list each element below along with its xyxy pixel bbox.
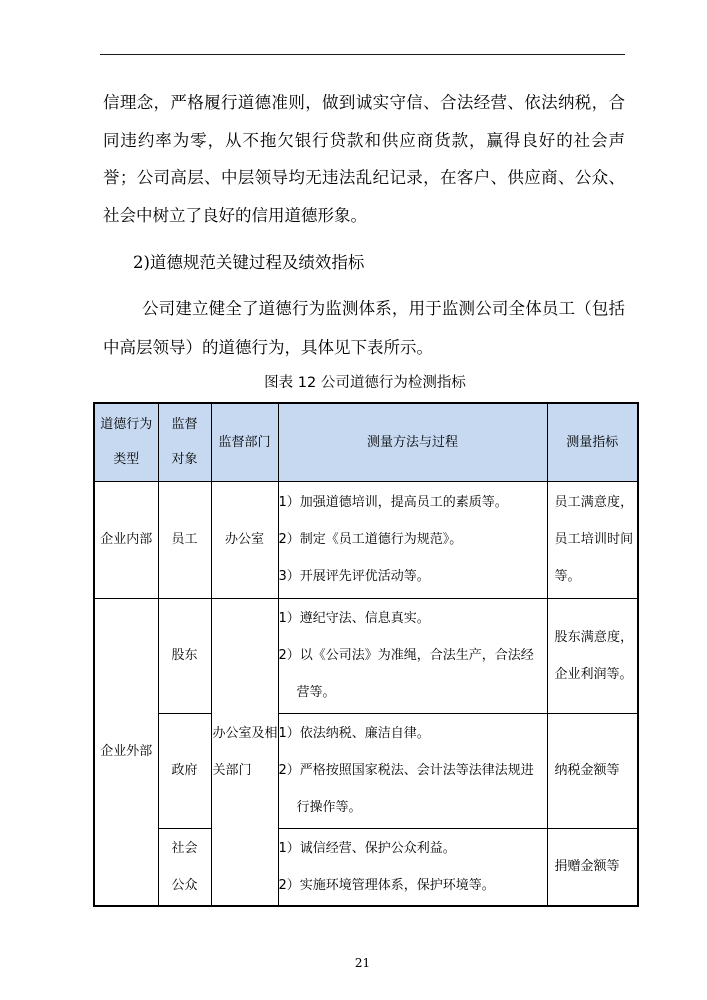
page-number: 21 — [354, 956, 371, 970]
cell-supervised-object — [158, 713, 211, 828]
cell-indicator — [547, 481, 638, 598]
cell-supervised-object — [158, 828, 211, 906]
cell-text: 股东 — [171, 648, 198, 663]
method-item — [279, 715, 547, 752]
paragraph-line: 同违约率为零，从不拖欠银行贷款和供应商货款，赢得良好的社会声 — [103, 130, 625, 150]
cell-text: 政府 — [171, 763, 198, 778]
method-line: 1）遵纪守法、信息真实。 — [278, 611, 430, 626]
cell-indicator — [547, 828, 638, 906]
cell-methods — [278, 598, 547, 713]
method-line: 2）实施环境管理体系，保护环境等。 — [278, 877, 495, 893]
method-line: 1）依法纳税、廉洁自律。 — [278, 726, 430, 741]
paragraph-line: 公司建立健全了道德行为监测体系，用于监测公司全体员工（包括 — [142, 299, 625, 318]
table-header-row — [94, 403, 638, 481]
paragraph-monitoring-system — [103, 289, 625, 367]
method-item — [279, 830, 547, 867]
header-label: 测量方法与过程 — [366, 434, 458, 450]
method-line: 3）开展评先评优活动等。 — [278, 569, 430, 584]
cell-text: 捐赠金额等 — [554, 859, 620, 875]
section-heading: 2)道德规范关键过程及绩效指标 — [133, 253, 365, 272]
header-rule — [100, 54, 625, 55]
cell-text: 纳税金额等 — [554, 763, 620, 778]
cell-indicator — [547, 713, 638, 828]
cell-text: 社会公众 — [171, 840, 198, 893]
header-label: 监督部门 — [218, 434, 271, 450]
method-item — [279, 484, 547, 521]
cell-supervised-object — [158, 481, 211, 598]
table-row — [94, 828, 638, 906]
method-item — [279, 867, 547, 904]
method-line: 2）严格按照国家税法、会计法等法律法规进 — [278, 763, 534, 778]
method-item — [279, 637, 547, 711]
cell-text: 办公室及相关部门 — [212, 725, 278, 778]
table-row — [94, 598, 638, 713]
cell-supervising-department — [211, 598, 278, 906]
paragraph-line: 信理念，严格履行道德准则，做到诚实守信、合法经营、依法纳税，合 — [103, 93, 625, 112]
header-supervising-department — [211, 403, 278, 481]
cell-text: 股东满意度，企业利润等。 — [554, 629, 634, 682]
header-label: 道德行为类型 — [100, 417, 153, 468]
table-caption: 图表 12 公司道德行为检测指标 — [264, 375, 466, 391]
header-conduct-type — [94, 403, 158, 481]
method-line: 1）诚信经营、保护公众利益。 — [278, 840, 456, 856]
method-line: 1）加强道德培训，提高员工的素质等。 — [278, 495, 508, 510]
header-label: 监督对象 — [171, 417, 198, 468]
cell-text: 员工满意度，员工培训时间等。 — [554, 495, 634, 584]
method-item — [279, 558, 547, 595]
cell-supervised-object — [158, 598, 211, 713]
cell-text: 企业外部 — [100, 744, 153, 760]
cell-text: 员工 — [171, 532, 198, 547]
cell-conduct-type — [94, 481, 158, 598]
header-supervised-object — [158, 403, 211, 481]
cell-conduct-type — [94, 598, 158, 906]
header-indicator — [547, 403, 638, 481]
header-label: 测量指标 — [566, 434, 619, 450]
method-item — [279, 600, 547, 637]
table-row — [94, 481, 638, 598]
cell-methods — [278, 828, 547, 906]
paragraph-credit-ethics — [103, 84, 625, 235]
table-row — [94, 713, 638, 828]
cell-indicator — [547, 598, 638, 713]
cell-text: 办公室 — [224, 532, 264, 547]
cell-text: 企业内部 — [100, 532, 153, 547]
ethics-indicator-table — [93, 402, 639, 907]
cell-methods — [278, 481, 547, 598]
method-line: 营等。 — [296, 685, 336, 700]
cell-supervising-department — [211, 481, 278, 598]
method-line: 行操作等。 — [296, 800, 362, 815]
method-item — [279, 521, 547, 558]
paragraph-line: 中高层领导）的道德行为，具体见下表所示。 — [103, 338, 433, 357]
cell-methods — [278, 713, 547, 828]
paragraph-line: 社会中树立了良好的信用道德形象。 — [103, 206, 367, 226]
method-line: 2）制定《员工道德行为规范》。 — [278, 532, 463, 547]
method-line: 2）以《公司法》为准绳，合法生产，合法经 — [278, 648, 534, 663]
header-method-process — [278, 403, 547, 481]
paragraph-line: 誉；公司高层、中层领导均无违法乱纪记录，在客户、供应商、公众、 — [103, 168, 625, 188]
method-item — [279, 752, 547, 826]
